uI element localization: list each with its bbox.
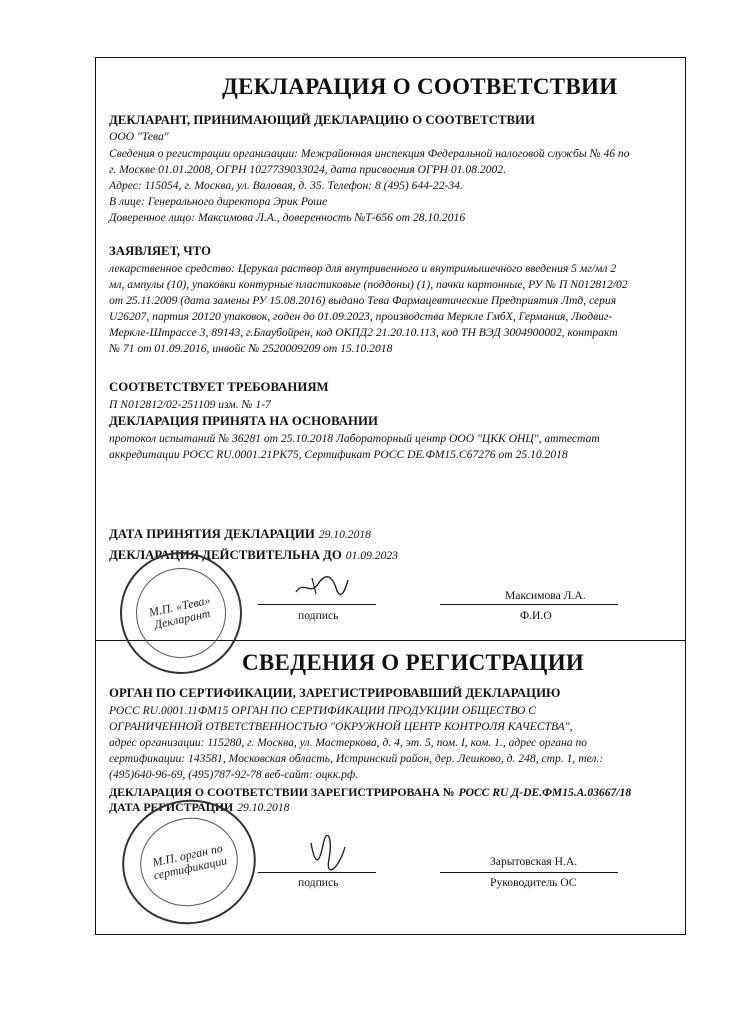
document-title: ДЕКЛАРАЦИЯ О СООТВЕТСТВИИ (222, 74, 618, 99)
registration-number-label: ДЕКЛАРАЦИЯ О СООТВЕТСТВИИ ЗАРЕГИСТРИРОВАНА № (109, 785, 455, 799)
declarant-stamp-text: М.П. «Тева» Декларант (147, 592, 212, 632)
sign-caption: подпись (298, 876, 339, 889)
declarant-name: ООО "Тева" (109, 130, 169, 143)
signature-line (258, 872, 376, 873)
declarant-signature (292, 570, 352, 602)
registration-heading: ОРГАН ПО СЕРТИФИКАЦИИ, ЗАРЕГИСТРИРОВАВШИЙ ДЕКЛАРАЦИЮ (109, 686, 561, 700)
declares-line: U26207, партия 20120 упаковок, годен до 01.09.2023, производства Меркле ГмбХ, Германия, Людвиг- (109, 310, 613, 323)
basis-line1: протокол испытаний № 36281 от 25.10.2018 Лабораторный центр ООО "ЦКК ОНЦ", аттестат (109, 432, 600, 445)
registration-date-label: ДАТА РЕГИСТРАЦИИ (109, 800, 234, 814)
declares-line: от 25.11.2009 (дата замены РУ 15.08.2016) выдано Тева Фармацевтические Предприятия Лтд, серия (109, 294, 617, 307)
conforms-heading: СООТВЕТСТВУЕТ ТРЕБОВАНИЯМ (109, 380, 329, 394)
signer-role: Руководитель ОС (490, 876, 577, 889)
sign-caption: подпись (298, 609, 339, 622)
org-line: ОГРАНИЧЕННОЙ ОТВЕТСТВЕННОСТЬЮ "ОКРУЖНОЙ ЦЕНТР КОНТРОЛЯ КАЧЕСТВА", (109, 720, 573, 733)
org-line: РОСС RU.0001.11ФМ15 ОРГАН ПО СЕРТИФИКАЦИИ ПРОДУКЦИИ ОБЩЕСТВО С (109, 704, 537, 717)
date-accepted-label: ДАТА ПРИНЯТИЯ ДЕКЛАРАЦИИ (109, 527, 315, 541)
declarant-address: Адрес: 115054, г. Москва, ул. Валовая, д. 35. Телефон: 8 (495) 644-22-34. (109, 179, 463, 192)
certification-signer-name: Зарытовская Н.А. (490, 855, 578, 868)
name-line (440, 604, 618, 605)
declarant-reg-line2: г. Москве 01.01.2008, ОГРН 1027739033024, дата присвоения ОГРН 01.08.2002. (109, 163, 507, 176)
date-valid-value: 01.09.2023 (345, 549, 398, 562)
addr-line: сертификации: 143581, Московская область, Истринский район, дер. Лешково, д. 248, стр. 1, тел.: (109, 752, 604, 765)
declarant-signer-name: Максимова Л.А. (505, 589, 586, 602)
date-valid-label: ДЕКЛАРАЦИЯ ДЕЙСТВИТЕЛЬНА ДО (109, 548, 342, 562)
conforms-value: П N012812/02-251109 изм. № 1-7 (109, 398, 271, 411)
name-line (440, 872, 618, 873)
certification-stamp-text: М.П. орган по сертификации (151, 840, 229, 883)
date-accepted-value: 29.10.2018 (318, 528, 371, 541)
declarant-reg-line1: Сведения о регистрации организации: Межрайонная инспекция Федеральной налоговой службы № 46 по (109, 147, 630, 160)
addr-line: (495)640-96-69, (495)787-92-78 веб-сайт: оцкк.рф. (109, 768, 359, 781)
addr-line: адрес организации: 115280, г. Москва, ул. Мастеркова, д. 4, эт. 5, пом. I, ком. 1., адрес органа по (109, 736, 588, 749)
declares-line: лекарственное средство: Церукал раствор для внутривенного и внутримышечного введения 5 мг/мл 2 (109, 262, 617, 275)
registration-title: СВЕДЕНИЯ О РЕГИСТРАЦИИ (242, 650, 585, 675)
declares-heading: ЗАЯВЛЯЕТ, ЧТО (109, 244, 211, 258)
registration-number: РОСС RU Д-DE.ФМ15.А.03667/18 (458, 786, 632, 799)
declarant-proxy: Доверенное лицо: Максимова Л.А., доверенность №Т-656 от 28.10.2016 (109, 211, 466, 224)
name-caption: Ф.И.О (520, 609, 552, 622)
declares-line: № 71 от 01.09.2016, инвойс № 2520009209 от 15.10.2018 (109, 342, 393, 355)
registration-date: 29.10.2018 (237, 801, 290, 814)
basis-line2: аккредитации РОСС RU.0001.21РК75, Сертификат РОСС DE.ФМ15.С67276 от 25.10.2018 (109, 448, 568, 461)
declares-line: мл, ампулы (10), упаковки контурные пластиковые (поддоны) (1), пачки картонные, РУ № П N012812/02 (109, 278, 628, 291)
signature-line (258, 604, 376, 605)
certification-signature (305, 835, 351, 873)
declarant-director: В лице: Генерального директора Эрик Роше (109, 195, 328, 208)
basis-heading: ДЕКЛАРАЦИЯ ПРИНЯТА НА ОСНОВАНИИ (109, 414, 378, 428)
declares-line: Меркле-Штрассе 3, 89143, г.Блаубойрен, код ОКПД2 21.20.10.113, код ТН ВЭД 3004900002, контракт (109, 326, 618, 339)
date-accepted (109, 525, 371, 543)
declarant-heading: ДЕКЛАРАНТ, ПРИНИМАЮЩИЙ ДЕКЛАРАЦИЮ О СООТВЕТСТВИИ (109, 113, 535, 127)
